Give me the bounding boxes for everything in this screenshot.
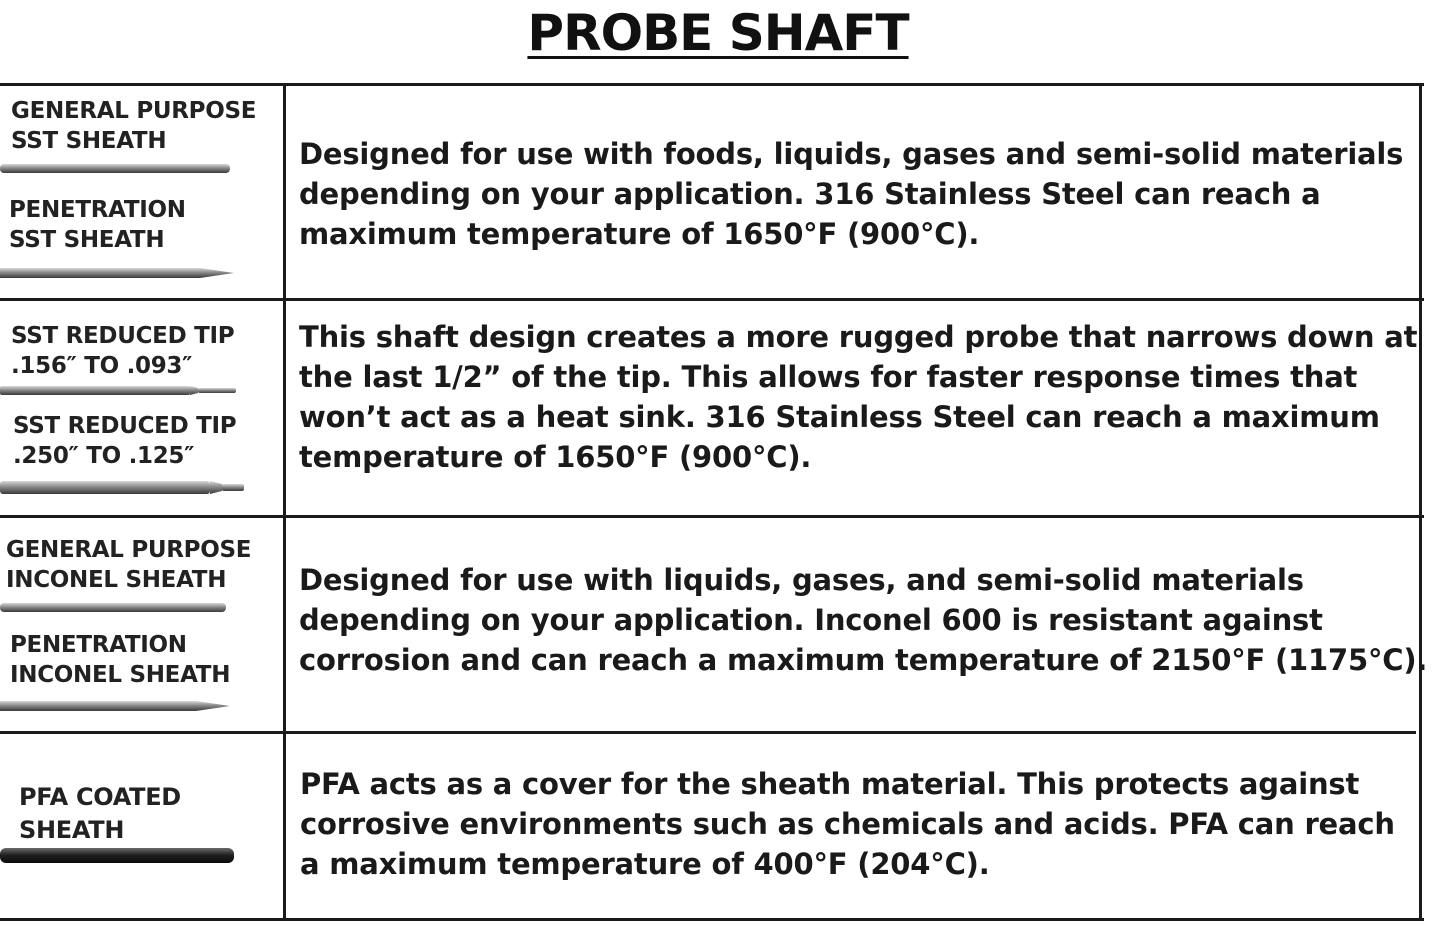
reduced-tip-250-probe-icon [0, 478, 248, 500]
shaft-label: GENERAL PURPOSE SST SHEATH [11, 98, 257, 154]
title-text: PROBE SHAFT [527, 4, 909, 62]
shaft-description: This shaft design creates a more rugged probe that narrows down at the last 1/2” of the tip. This allows for faster response times that won’t act as a heat sink. 316 Stainless Steel can reach a maximum temperature of 1650°F (900°C). [299, 320, 1418, 474]
pfa-coated-probe-icon [0, 845, 240, 869]
penetration-sst-probe-icon [0, 264, 240, 284]
table-border-top [0, 83, 1424, 86]
column-divider [283, 83, 286, 921]
shaft-description: Designed for use with foods, liquids, gases and semi-solid materials depending on your application. 316 Stainless Steel can reach a maximum temperature of 1650°F (900°C). [299, 137, 1404, 251]
page-title [0, 4, 1436, 62]
row-divider [0, 731, 1416, 734]
general-purpose-inconel-probe-icon [0, 599, 240, 619]
penetration-inconel-probe-icon [0, 697, 240, 717]
shaft-label: GENERAL PURPOSE INCONEL SHEATH [6, 537, 252, 593]
general-purpose-sst-probe-icon [0, 160, 240, 180]
shaft-description: Designed for use with liquids, gases, and semi-solid materials depending on your application. Inconel 600 is resistant against corrosion and can reach a maximum temperature of 2150°F (1175°C). [299, 563, 1428, 677]
shaft-label: PENETRATION INCONEL SHEATH [10, 632, 231, 688]
shaft-label: SST REDUCED TIP .250″ TO .125″ [13, 413, 237, 469]
table-border-right [1419, 83, 1422, 921]
shaft-label: SST REDUCED TIP .156″ TO .093″ [11, 323, 235, 379]
row-divider [0, 515, 1424, 518]
shaft-description: PFA acts as a cover for the sheath material. This protects against corrosive environments such as chemicals and acids. PFA can reach a maximum temperature of 400°F (204°C). [300, 767, 1395, 881]
reduced-tip-156-probe-icon [0, 383, 245, 401]
table-border-bottom [0, 918, 1424, 921]
shaft-label: PFA COATED SHEATH [19, 783, 181, 844]
row-divider [0, 298, 1424, 301]
shaft-label: PENETRATION SST SHEATH [9, 197, 186, 253]
